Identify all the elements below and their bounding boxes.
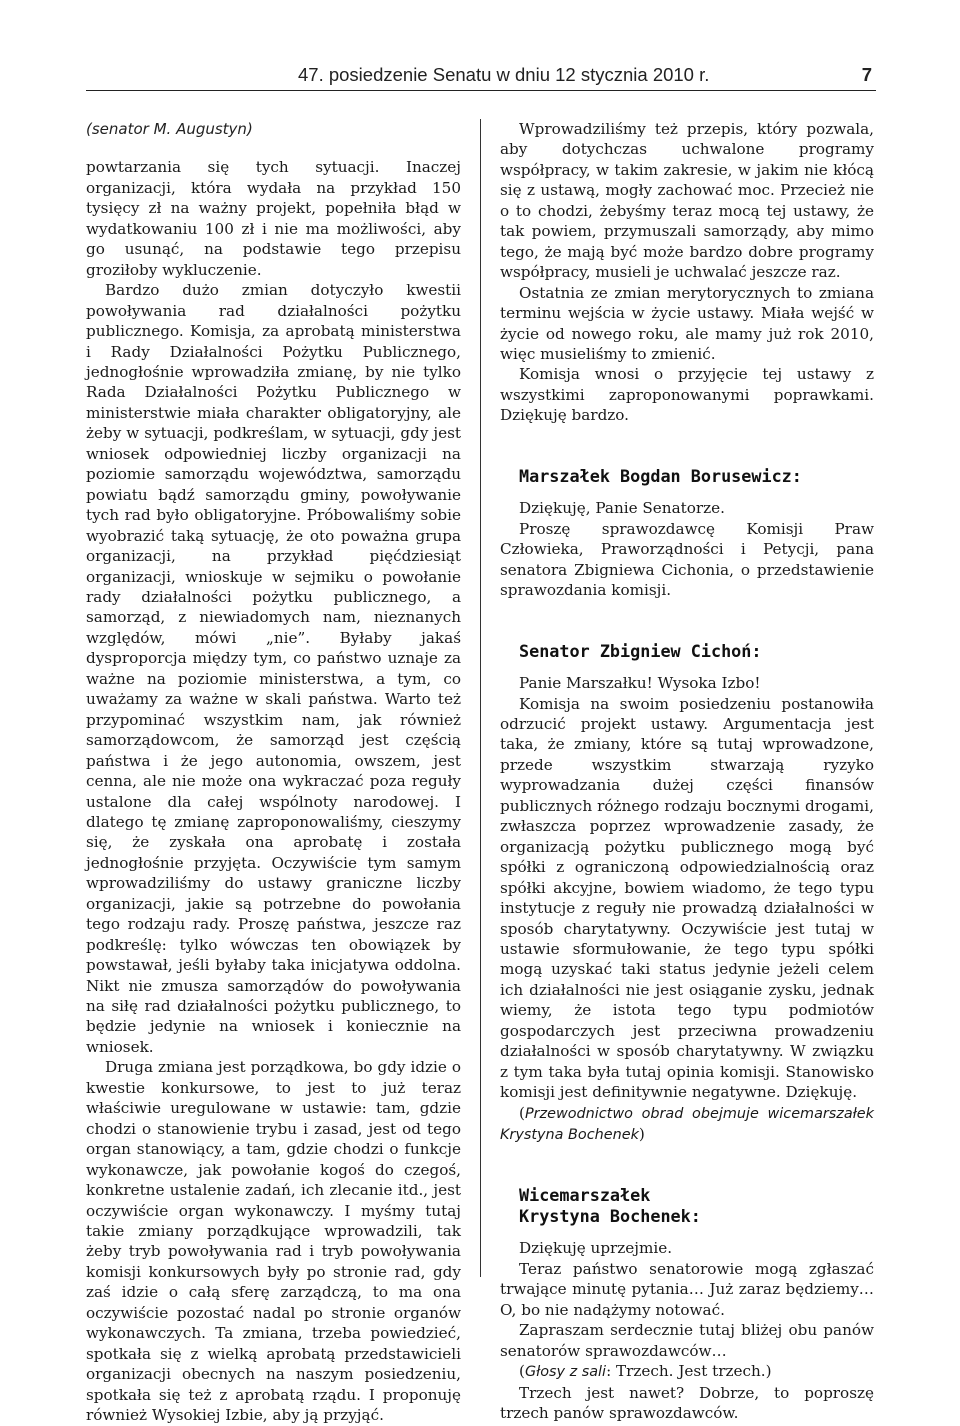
paragraph: Dziękuję, Panie Senatorze. xyxy=(519,499,725,518)
right-column xyxy=(500,119,874,1424)
speaker-heading: Krystyna Bochenek: xyxy=(519,1205,701,1226)
speaker-continuation-note: (senator M. Augustyn) xyxy=(86,120,253,138)
paragraph: Komisja na swoim posiedzeniu postanowiła odrzucić projekt ustawy. Argumentacja jest taka, że zmiany, które są tutaj wprowadzone, przede wszystkim stwarzają ryzyko wyprowadzania dużej części finansów publicznych różnego rodzaju bocznymi drogami, zwłaszcza poprzez wprowadzenie zasady, że organizacją pożytku publicznego mogą być spółki z ograniczoną odpowiedzialnością oraz spółki akcyjne, bowiem wiadomo, że tego typu instytucje z reguły nie prowadzą działalności w sposób charytatywny. Oczywiście jest tutaj w ustawie sformułowanie, że tego typu spółki mogą uzyskać taki status jedynie jeżeli celem ich działalności nie jest osiąganie zysku, jednak wiemy, że istota tego typu podmiotów gospodarczych jest przeciwna prowadzeniu działalności w sposób charytatywny. W związku z tym taka była tutaj opinia komisji. Stanowisko komisji jest definitywnie negatywne. Dziękuję. xyxy=(500,694,874,1102)
paragraph: Panie Marszałku! Wysoka Izbo! xyxy=(519,674,761,693)
paragraph: Proszę sprawozdawcę Komisji Praw Człowieka, Praworządności i Petycji, pana senatora Zbigniewa Cichonia, o przedstawienie sprawozdania komisji. xyxy=(500,519,874,600)
paragraph: Zapraszam serdecznie tutaj bliżej obu panów senatorów sprawozdawców… xyxy=(500,1321,874,1360)
paragraph: Wprowadziliśmy też przepis, który pozwala, aby dotychczas uchwalone programy współpracy, w takim zakresie, w jakim nie kłócą się z ustawą, mogły zachować moc. Przecież nie o to chodzi, żebyśmy teraz mocą tej ustawy, że tak powiem, przymuszali samorządy, aby mimo tego, że mają być może bardzo dobre programy współpracy, musieli je uchwalać jeszcze raz. xyxy=(500,120,874,282)
stage-direction: (Głosy z sali: Trzech. Jest trzech.) xyxy=(519,1362,772,1381)
paragraph: Bardzo dużo zmian dotyczyło kwestii powoływania rad działalności pożytku publicznego. Komisja, za aprobatą ministerstwa i Rady Działalności Pożytku Publicznego, jednogłośnie wprowadziła zmianę, by nie tylko Rada Działalności Pożytku Publicznego w ministerstwie miała charakter obligatoryjny, ale żeby w sytuacji, podkreślam, w sytuacji, gdy jest wniosek odpowiedniej liczby organizacji na poziomie samorządu województwa, samorządu powiatu bądź samorządu gminy, powoływanie tych rad było obligatoryjne. Próbowaliśmy sobie wyobrazić taką sytuację, że oto poważna grupa organizacji, na przykład pięćdziesiąt organizacji, wnioskuje w sejmiku o powołanie rady działalności pożytku publicznego, a samorząd, z niewiadomych nam, nieznanych względów, mówi „nie”. Byłaby jakaś dysproporcja między tym, co państwo uznaje za ważne na poziomie ministerstwa, a tym, co uważamy za ważne w skali państwa. Warto też przypominać wszystkim nam, jak również samorządowcom, że samorząd jest częścią państwa i że jego autonomia, owszem, jest cenna, ale nie może ona wykraczać poza reguły ustalone dla całej wspólnoty narodowej. I dlatego tę zmianę zaproponowaliśmy, cieszymy się, że zyskała ona aprobatę i została jednogłośnie przyjęta. Oczywiście tym samym wprowadziliśmy do ustawy graniczne liczby organizacji, jakie są potrzebne do powołania tego rodzaju rady. Proszę państwa, jeszcze raz podkreślę: tylko wówczas ten obowiązek by powstawał, jeśli byłaby taka inicjatywa oddolna. Nikt nie zmusza samorządów do powoływania na siłę rad działalności pożytku publicznego, to będzie jedynie na wniosek i koniecznie na wniosek. xyxy=(86,281,461,1056)
page-header xyxy=(86,60,876,91)
spacer xyxy=(500,486,874,498)
speaker-heading: Senator Zbigniew Cichoń: xyxy=(519,640,762,661)
stage-direction-text: : Trzech. Jest trzech.) xyxy=(606,1362,772,1381)
paragraph: Ostatnia ze zmian merytorycznych to zmiana terminu wejścia w życie ustawy. Miała wejść w życie od nowego roku, ale mamy już rok 2010, więc musieliśmy to zmienić. xyxy=(500,283,874,363)
page-header-title: 47. posiedzenie Senatu w dniu 12 stycznia 2010 r. xyxy=(298,64,710,85)
spacer xyxy=(500,661,874,673)
paragraph: Dziękuję uprzejmie. xyxy=(519,1239,673,1258)
paragraph: Trzech jest nawet? Dobrze, to poproszę trzech panów sprawozdawców. xyxy=(500,1383,874,1423)
page-number: 7 xyxy=(861,64,872,85)
stage-direction-text: Przewodnictwo obrad obejmuje wicemarszałek Krystyna Bochenek xyxy=(500,1105,874,1144)
paragraph: Komisja wnosi o przyjęcie tej ustawy z wszystkimi zaproponowanymi poprawkami. Dziękuję bardzo. xyxy=(500,365,874,425)
spacer xyxy=(500,1145,874,1185)
paragraph: powtarzania się tych sytuacji. Inaczej organizacji, która wydała na przykład 150 tysięcy zł na ważny projekt, popełniła błąd w wydatkowaniu 100 zł i nie ma możliwości, aby go usunąć, na podstawie tego przepisu groziłoby wykluczenie. xyxy=(86,158,461,279)
speaker-heading: Marszałek Bogdan Borusewicz: xyxy=(519,465,802,486)
left-column xyxy=(86,119,461,1426)
speaker-heading: Wicemarszałek xyxy=(519,1185,651,1206)
stage-direction-label: Głosy z sali xyxy=(524,1364,607,1381)
spacer xyxy=(500,601,874,641)
paragraph: Teraz państwo senatorowie mogą zgłaszać trwające minutę pytania… Już zaraz będziemy… O, bo nie nadążymy notować. xyxy=(500,1259,874,1319)
spacer xyxy=(500,1226,874,1238)
paragraph: Druga zmiana jest porządkowa, bo gdy idzie o kwestie konkursowe, to jest to już teraz właściwie uregulowane w ustawie: tam, gdzie chodzi o stanowienie trybu i zasad, jest od tego organ stanowiący, a tam, gdzie chodzi o funkcje wykonawcze, jak powołanie kogoś do czegoś, konkretne ustalenie zadań, ich zlecanie itd., jest oczywiście organ wykonawczy. I myśmy tutaj takie zmiany porządkujące wprowadzili, tak żeby tryb powoływania rad i tryb powoływania komisji konkursowych były po stronie rad, gdy zaś idzie o całą sferę zarządczą, to ma ona oczywiście pozostać nadal po stronie organów wykonawczych. Ta zmiana, trzeba powiedzieć, spotkała się z wielką aprobatą przedstawicieli organizacji obecnych na naszym posiedzeniu, spotkała się też z aprobatą rządu. I proponuję również Wysokiej Izbie, aby ją przyjąć. xyxy=(86,1058,461,1425)
column-divider xyxy=(480,119,481,1277)
stage-direction: (Przewodnictwo obrad obejmuje wicemarszałek Krystyna Bochenek) xyxy=(500,1103,874,1144)
spacer xyxy=(500,426,874,466)
